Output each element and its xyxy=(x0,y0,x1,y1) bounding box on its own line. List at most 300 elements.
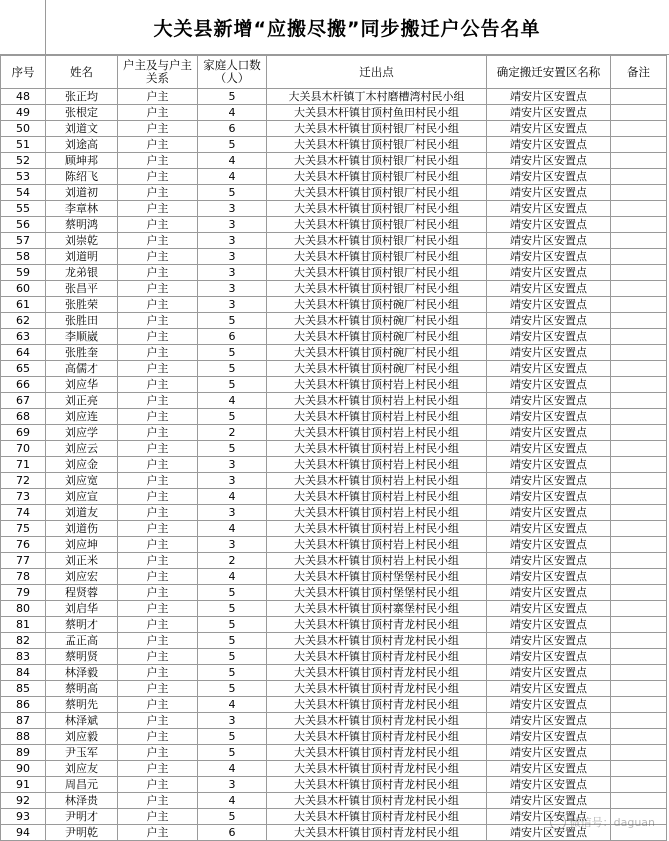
table-row xyxy=(1,489,667,505)
cell-site: 靖安片区安置点 xyxy=(487,185,611,201)
cell-origin: 大关县木杆镇甘顶村碗厂村民小组 xyxy=(267,345,487,361)
cell-note xyxy=(611,217,667,233)
table-row xyxy=(1,473,667,489)
cell-size: 3 xyxy=(198,473,267,489)
cell-no: 59 xyxy=(1,265,46,281)
cell-name: 刘应云 xyxy=(46,441,118,457)
cell-size: 3 xyxy=(198,249,267,265)
cell-origin: 大关县木杆镇甘顶村青龙村民小组 xyxy=(267,649,487,665)
table-row xyxy=(1,729,667,745)
table-row xyxy=(1,457,667,473)
cell-no: 82 xyxy=(1,633,46,649)
cell-note xyxy=(611,825,667,841)
table-row xyxy=(1,377,667,393)
cell-size: 5 xyxy=(198,649,267,665)
table-row xyxy=(1,409,667,425)
cell-no: 67 xyxy=(1,393,46,409)
cell-note xyxy=(611,745,667,761)
table-row xyxy=(1,105,667,121)
cell-origin: 大关县木杆镇甘顶村青龙村民小组 xyxy=(267,697,487,713)
cell-note xyxy=(611,329,667,345)
cell-name: 蔡明鸿 xyxy=(46,217,118,233)
cell-size: 3 xyxy=(198,265,267,281)
cell-no: 56 xyxy=(1,217,46,233)
cell-size: 4 xyxy=(198,569,267,585)
table-row xyxy=(1,649,667,665)
cell-name: 蔡明才 xyxy=(46,617,118,633)
table-row xyxy=(1,121,667,137)
cell-note xyxy=(611,169,667,185)
cell-name: 李顺崴 xyxy=(46,329,118,345)
cell-relation: 户主 xyxy=(118,441,198,457)
cell-note xyxy=(611,777,667,793)
cell-note xyxy=(611,489,667,505)
cell-origin: 大关县木杆镇甘顶村岩上村民小组 xyxy=(267,537,487,553)
table-row xyxy=(1,681,667,697)
watermark-text: 微信号：daguan xyxy=(569,816,655,829)
cell-no: 73 xyxy=(1,489,46,505)
cell-site: 靖安片区安置点 xyxy=(487,665,611,681)
cell-size: 6 xyxy=(198,121,267,137)
cell-origin: 大关县木杆镇甘顶村银厂村民小组 xyxy=(267,281,487,297)
cell-name: 高儒才 xyxy=(46,361,118,377)
cell-note xyxy=(611,601,667,617)
cell-relation: 户主 xyxy=(118,793,198,809)
cell-name: 刘应坤 xyxy=(46,537,118,553)
table-row xyxy=(1,249,667,265)
col-header-size: 家庭人口数（人） xyxy=(198,56,267,89)
cell-name: 刘道友 xyxy=(46,505,118,521)
col-header-site: 确定搬迁安置区名称 xyxy=(487,56,611,89)
cell-size: 2 xyxy=(198,425,267,441)
cell-size: 5 xyxy=(198,441,267,457)
cell-size: 5 xyxy=(198,89,267,105)
cell-site: 靖安片区安置点 xyxy=(487,169,611,185)
cell-origin: 大关县木杆镇甘顶村岩上村民小组 xyxy=(267,489,487,505)
cell-relation: 户主 xyxy=(118,393,198,409)
cell-no: 83 xyxy=(1,649,46,665)
cell-relation: 户主 xyxy=(118,265,198,281)
cell-size: 6 xyxy=(198,329,267,345)
cell-name: 尹明才 xyxy=(46,809,118,825)
title-row xyxy=(0,0,669,55)
table-row xyxy=(1,361,667,377)
cell-no: 78 xyxy=(1,569,46,585)
table-row xyxy=(1,297,667,313)
cell-size: 3 xyxy=(198,457,267,473)
cell-size: 4 xyxy=(198,761,267,777)
cell-name: 刘道初 xyxy=(46,185,118,201)
cell-size: 4 xyxy=(198,105,267,121)
cell-site: 靖安片区安置点 xyxy=(487,281,611,297)
cell-note xyxy=(611,569,667,585)
cell-size: 5 xyxy=(198,681,267,697)
cell-note xyxy=(611,665,667,681)
cell-no: 76 xyxy=(1,537,46,553)
table-row xyxy=(1,329,667,345)
cell-origin: 大关县木杆镇甘顶村寨堡村民小组 xyxy=(267,601,487,617)
cell-size: 4 xyxy=(198,393,267,409)
cell-name: 刘应华 xyxy=(46,377,118,393)
table-row xyxy=(1,233,667,249)
cell-no: 60 xyxy=(1,281,46,297)
cell-relation: 户主 xyxy=(118,809,198,825)
cell-name: 张根定 xyxy=(46,105,118,121)
cell-note xyxy=(611,761,667,777)
table-row xyxy=(1,809,667,825)
cell-relation: 户主 xyxy=(118,777,198,793)
cell-no: 79 xyxy=(1,585,46,601)
cell-relation: 户主 xyxy=(118,553,198,569)
cell-origin: 大关县木杆镇甘顶村堡堡村民小组 xyxy=(267,585,487,601)
cell-relation: 户主 xyxy=(118,521,198,537)
cell-relation: 户主 xyxy=(118,377,198,393)
cell-site: 靖安片区安置点 xyxy=(487,457,611,473)
cell-note xyxy=(611,809,667,825)
cell-name: 刘应友 xyxy=(46,761,118,777)
cell-relation: 户主 xyxy=(118,825,198,841)
cell-name: 刘正亮 xyxy=(46,393,118,409)
cell-origin: 大关县木杆镇甘顶村青龙村民小组 xyxy=(267,793,487,809)
table-row xyxy=(1,601,667,617)
cell-note xyxy=(611,521,667,537)
cell-site: 靖安片区安置点 xyxy=(487,777,611,793)
cell-origin: 大关县木杆镇甘顶村碗厂村民小组 xyxy=(267,361,487,377)
cell-site: 靖安片区安置点 xyxy=(487,441,611,457)
cell-note xyxy=(611,105,667,121)
cell-note xyxy=(611,185,667,201)
cell-site: 靖安片区安置点 xyxy=(487,521,611,537)
cell-origin: 大关县木杆镇甘顶村岩上村民小组 xyxy=(267,425,487,441)
cell-size: 5 xyxy=(198,665,267,681)
cell-name: 刘道明 xyxy=(46,249,118,265)
cell-note xyxy=(611,585,667,601)
cell-size: 5 xyxy=(198,745,267,761)
cell-relation: 户主 xyxy=(118,137,198,153)
cell-site: 靖安片区安置点 xyxy=(487,265,611,281)
cell-origin: 大关县木杆镇甘顶村岩上村民小组 xyxy=(267,521,487,537)
cell-origin: 大关县木杆镇甘顶村碗厂村民小组 xyxy=(267,329,487,345)
cell-origin: 大关县木杆镇甘顶村银厂村民小组 xyxy=(267,217,487,233)
page-title: 大关县新增“应搬尽搬”同步搬迁户公告名单 xyxy=(153,17,541,40)
cell-name: 刘崇乾 xyxy=(46,233,118,249)
cell-name: 刘途高 xyxy=(46,137,118,153)
cell-origin: 大关县木杆镇甘顶村岩上村民小组 xyxy=(267,409,487,425)
cell-relation: 户主 xyxy=(118,105,198,121)
cell-size: 6 xyxy=(198,825,267,841)
table-row xyxy=(1,537,667,553)
cell-relation: 户主 xyxy=(118,217,198,233)
cell-note xyxy=(611,793,667,809)
cell-note xyxy=(611,313,667,329)
cell-site: 靖安片区安置点 xyxy=(487,345,611,361)
cell-relation: 户主 xyxy=(118,169,198,185)
table-row xyxy=(1,345,667,361)
cell-origin: 大关县木杆镇甘顶村银厂村民小组 xyxy=(267,265,487,281)
cell-origin: 大关县木杆镇甘顶村碗厂村民小组 xyxy=(267,297,487,313)
cell-relation: 户主 xyxy=(118,297,198,313)
cell-note xyxy=(611,441,667,457)
cell-note xyxy=(611,729,667,745)
cell-origin: 大关县木杆镇甘顶村青龙村民小组 xyxy=(267,825,487,841)
table-header-row xyxy=(1,56,667,89)
cell-no: 70 xyxy=(1,441,46,457)
cell-relation: 户主 xyxy=(118,329,198,345)
cell-origin: 大关县木杆镇甘顶村青龙村民小组 xyxy=(267,777,487,793)
cell-size: 5 xyxy=(198,617,267,633)
cell-size: 4 xyxy=(198,697,267,713)
cell-name: 刘正米 xyxy=(46,553,118,569)
cell-site: 靖安片区安置点 xyxy=(487,505,611,521)
table-row xyxy=(1,201,667,217)
cell-relation: 户主 xyxy=(118,473,198,489)
cell-relation: 户主 xyxy=(118,201,198,217)
table-row xyxy=(1,793,667,809)
cell-size: 5 xyxy=(198,809,267,825)
cell-site: 靖安片区安置点 xyxy=(487,585,611,601)
table-row xyxy=(1,585,667,601)
cell-size: 4 xyxy=(198,169,267,185)
cell-name: 蔡明贤 xyxy=(46,649,118,665)
cell-site: 靖安片区安置点 xyxy=(487,473,611,489)
cell-origin: 大关县木杆镇甘顶村岩上村民小组 xyxy=(267,377,487,393)
cell-note xyxy=(611,409,667,425)
table-row xyxy=(1,185,667,201)
cell-name: 刘应宽 xyxy=(46,473,118,489)
cell-no: 84 xyxy=(1,665,46,681)
table-row xyxy=(1,777,667,793)
cell-relation: 户主 xyxy=(118,153,198,169)
cell-no: 81 xyxy=(1,617,46,633)
cell-name: 刘启华 xyxy=(46,601,118,617)
cell-name: 蔡明先 xyxy=(46,697,118,713)
cell-size: 5 xyxy=(198,585,267,601)
cell-no: 61 xyxy=(1,297,46,313)
cell-relation: 户主 xyxy=(118,457,198,473)
cell-relation: 户主 xyxy=(118,761,198,777)
table-row xyxy=(1,89,667,105)
cell-site: 靖安片区安置点 xyxy=(487,217,611,233)
cell-origin: 大关县木杆镇甘顶村银厂村民小组 xyxy=(267,233,487,249)
table-row xyxy=(1,137,667,153)
cell-name: 林泽斌 xyxy=(46,713,118,729)
cell-origin: 大关县木杆镇甘顶村银厂村民小组 xyxy=(267,169,487,185)
cell-note xyxy=(611,89,667,105)
cell-no: 85 xyxy=(1,681,46,697)
cell-size: 5 xyxy=(198,729,267,745)
cell-relation: 户主 xyxy=(118,121,198,137)
cell-no: 87 xyxy=(1,713,46,729)
cell-size: 4 xyxy=(198,489,267,505)
cell-size: 5 xyxy=(198,377,267,393)
cell-name: 林泽贵 xyxy=(46,793,118,809)
table-row xyxy=(1,505,667,521)
cell-no: 53 xyxy=(1,169,46,185)
cell-origin: 大关县木杆镇甘顶村青龙村民小组 xyxy=(267,761,487,777)
cell-site: 靖安片区安置点 xyxy=(487,249,611,265)
cell-origin: 大关县木杆镇甘顶村银厂村民小组 xyxy=(267,137,487,153)
cell-origin: 大关县木杆镇甘顶村岩上村民小组 xyxy=(267,441,487,457)
cell-origin: 大关县木杆镇甘顶村青龙村民小组 xyxy=(267,809,487,825)
cell-relation: 户主 xyxy=(118,713,198,729)
cell-size: 5 xyxy=(198,185,267,201)
col-header-origin: 迁出点 xyxy=(267,56,487,89)
cell-origin: 大关县木杆镇甘顶村岩上村民小组 xyxy=(267,473,487,489)
cell-site: 靖安片区安置点 xyxy=(487,409,611,425)
cell-note xyxy=(611,345,667,361)
table-body xyxy=(1,89,667,841)
table-row xyxy=(1,521,667,537)
cell-note xyxy=(611,633,667,649)
col-header-relation: 户主及与户主关系 xyxy=(118,56,198,89)
table-row xyxy=(1,697,667,713)
cell-name: 张正均 xyxy=(46,89,118,105)
cell-relation: 户主 xyxy=(118,505,198,521)
cell-site: 靖安片区安置点 xyxy=(487,825,611,841)
cell-site: 靖安片区安置点 xyxy=(487,105,611,121)
cell-note xyxy=(611,137,667,153)
cell-note xyxy=(611,505,667,521)
cell-site: 靖安片区安置点 xyxy=(487,201,611,217)
cell-site: 靖安片区安置点 xyxy=(487,761,611,777)
table-row xyxy=(1,169,667,185)
cell-no: 58 xyxy=(1,249,46,265)
cell-relation: 户主 xyxy=(118,697,198,713)
cell-note xyxy=(611,281,667,297)
cell-relation: 户主 xyxy=(118,489,198,505)
cell-size: 5 xyxy=(198,601,267,617)
cell-note xyxy=(611,649,667,665)
cell-site: 靖安片区安置点 xyxy=(487,713,611,729)
table-row xyxy=(1,633,667,649)
cell-site: 靖安片区安置点 xyxy=(487,121,611,137)
cell-relation: 户主 xyxy=(118,585,198,601)
cell-relation: 户主 xyxy=(118,233,198,249)
cell-note xyxy=(611,121,667,137)
col-header-note: 备注 xyxy=(611,56,667,89)
cell-note xyxy=(611,201,667,217)
cell-no: 90 xyxy=(1,761,46,777)
cell-relation: 户主 xyxy=(118,601,198,617)
cell-origin: 大关县木杆镇甘顶村青龙村民小组 xyxy=(267,617,487,633)
table-row xyxy=(1,393,667,409)
cell-name: 龙弟银 xyxy=(46,265,118,281)
cell-note xyxy=(611,249,667,265)
cell-size: 3 xyxy=(198,297,267,313)
cell-name: 李章林 xyxy=(46,201,118,217)
cell-no: 71 xyxy=(1,457,46,473)
cell-origin: 大关县木杆镇丁木村磨槽湾村民小组 xyxy=(267,89,487,105)
cell-origin: 大关县木杆镇甘顶村青龙村民小组 xyxy=(267,681,487,697)
cell-name: 刘道伤 xyxy=(46,521,118,537)
cell-no: 80 xyxy=(1,601,46,617)
cell-origin: 大关县木杆镇甘顶村青龙村民小组 xyxy=(267,745,487,761)
cell-no: 75 xyxy=(1,521,46,537)
cell-origin: 大关县木杆镇甘顶村岩上村民小组 xyxy=(267,457,487,473)
cell-note xyxy=(611,297,667,313)
cell-origin: 大关县木杆镇甘顶村银厂村民小组 xyxy=(267,201,487,217)
cell-origin: 大关县木杆镇甘顶村鱼田村民小组 xyxy=(267,105,487,121)
cell-size: 3 xyxy=(198,201,267,217)
cell-relation: 户主 xyxy=(118,665,198,681)
cell-origin: 大关县木杆镇甘顶村碗厂村民小组 xyxy=(267,313,487,329)
cell-site: 靖安片区安置点 xyxy=(487,425,611,441)
cell-no: 54 xyxy=(1,185,46,201)
cell-no: 49 xyxy=(1,105,46,121)
cell-origin: 大关县木杆镇甘顶村青龙村民小组 xyxy=(267,665,487,681)
cell-size: 5 xyxy=(198,137,267,153)
cell-no: 89 xyxy=(1,745,46,761)
cell-relation: 户主 xyxy=(118,537,198,553)
cell-no: 77 xyxy=(1,553,46,569)
table-row xyxy=(1,217,667,233)
cell-relation: 户主 xyxy=(118,185,198,201)
cell-name: 孟正高 xyxy=(46,633,118,649)
cell-name: 蔡明高 xyxy=(46,681,118,697)
cell-site: 靖安片区安置点 xyxy=(487,537,611,553)
cell-site: 靖安片区安置点 xyxy=(487,89,611,105)
cell-note xyxy=(611,153,667,169)
cell-site: 靖安片区安置点 xyxy=(487,377,611,393)
cell-size: 3 xyxy=(198,217,267,233)
cell-size: 5 xyxy=(198,409,267,425)
cell-size: 3 xyxy=(198,233,267,249)
cell-name: 周昌元 xyxy=(46,777,118,793)
cell-size: 3 xyxy=(198,537,267,553)
cell-origin: 大关县木杆镇甘顶村青龙村民小组 xyxy=(267,713,487,729)
cell-size: 3 xyxy=(198,505,267,521)
table-row xyxy=(1,745,667,761)
cell-size: 3 xyxy=(198,713,267,729)
cell-site: 靖安片区安置点 xyxy=(487,233,611,249)
cell-site: 靖安片区安置点 xyxy=(487,297,611,313)
table-row xyxy=(1,553,667,569)
cell-no: 63 xyxy=(1,329,46,345)
table-row xyxy=(1,713,667,729)
cell-name: 程贤蓉 xyxy=(46,585,118,601)
cell-name: 刘应金 xyxy=(46,457,118,473)
cell-name: 刘应毅 xyxy=(46,729,118,745)
cell-site: 靖安片区安置点 xyxy=(487,153,611,169)
cell-name: 刘应宣 xyxy=(46,489,118,505)
cell-relation: 户主 xyxy=(118,617,198,633)
table-row xyxy=(1,281,667,297)
cell-size: 2 xyxy=(198,553,267,569)
cell-site: 靖安片区安置点 xyxy=(487,601,611,617)
cell-site: 靖安片区安置点 xyxy=(487,393,611,409)
cell-name: 刘应宏 xyxy=(46,569,118,585)
cell-no: 65 xyxy=(1,361,46,377)
cell-note xyxy=(611,537,667,553)
cell-name: 刘应学 xyxy=(46,425,118,441)
cell-site: 靖安片区安置点 xyxy=(487,649,611,665)
cell-site: 靖安片区安置点 xyxy=(487,681,611,697)
cell-no: 93 xyxy=(1,809,46,825)
cell-no: 51 xyxy=(1,137,46,153)
cell-site: 靖安片区安置点 xyxy=(487,633,611,649)
cell-name: 刘道文 xyxy=(46,121,118,137)
cell-relation: 户主 xyxy=(118,729,198,745)
cell-site: 靖安片区安置点 xyxy=(487,361,611,377)
cell-size: 5 xyxy=(198,633,267,649)
cell-name: 林泽毅 xyxy=(46,665,118,681)
cell-origin: 大关县木杆镇甘顶村青龙村民小组 xyxy=(267,633,487,649)
cell-name: 张胜荣 xyxy=(46,297,118,313)
cell-origin: 大关县木杆镇甘顶村堡堡村民小组 xyxy=(267,569,487,585)
cell-relation: 户主 xyxy=(118,313,198,329)
cell-name: 张昌平 xyxy=(46,281,118,297)
cell-site: 靖安片区安置点 xyxy=(487,489,611,505)
